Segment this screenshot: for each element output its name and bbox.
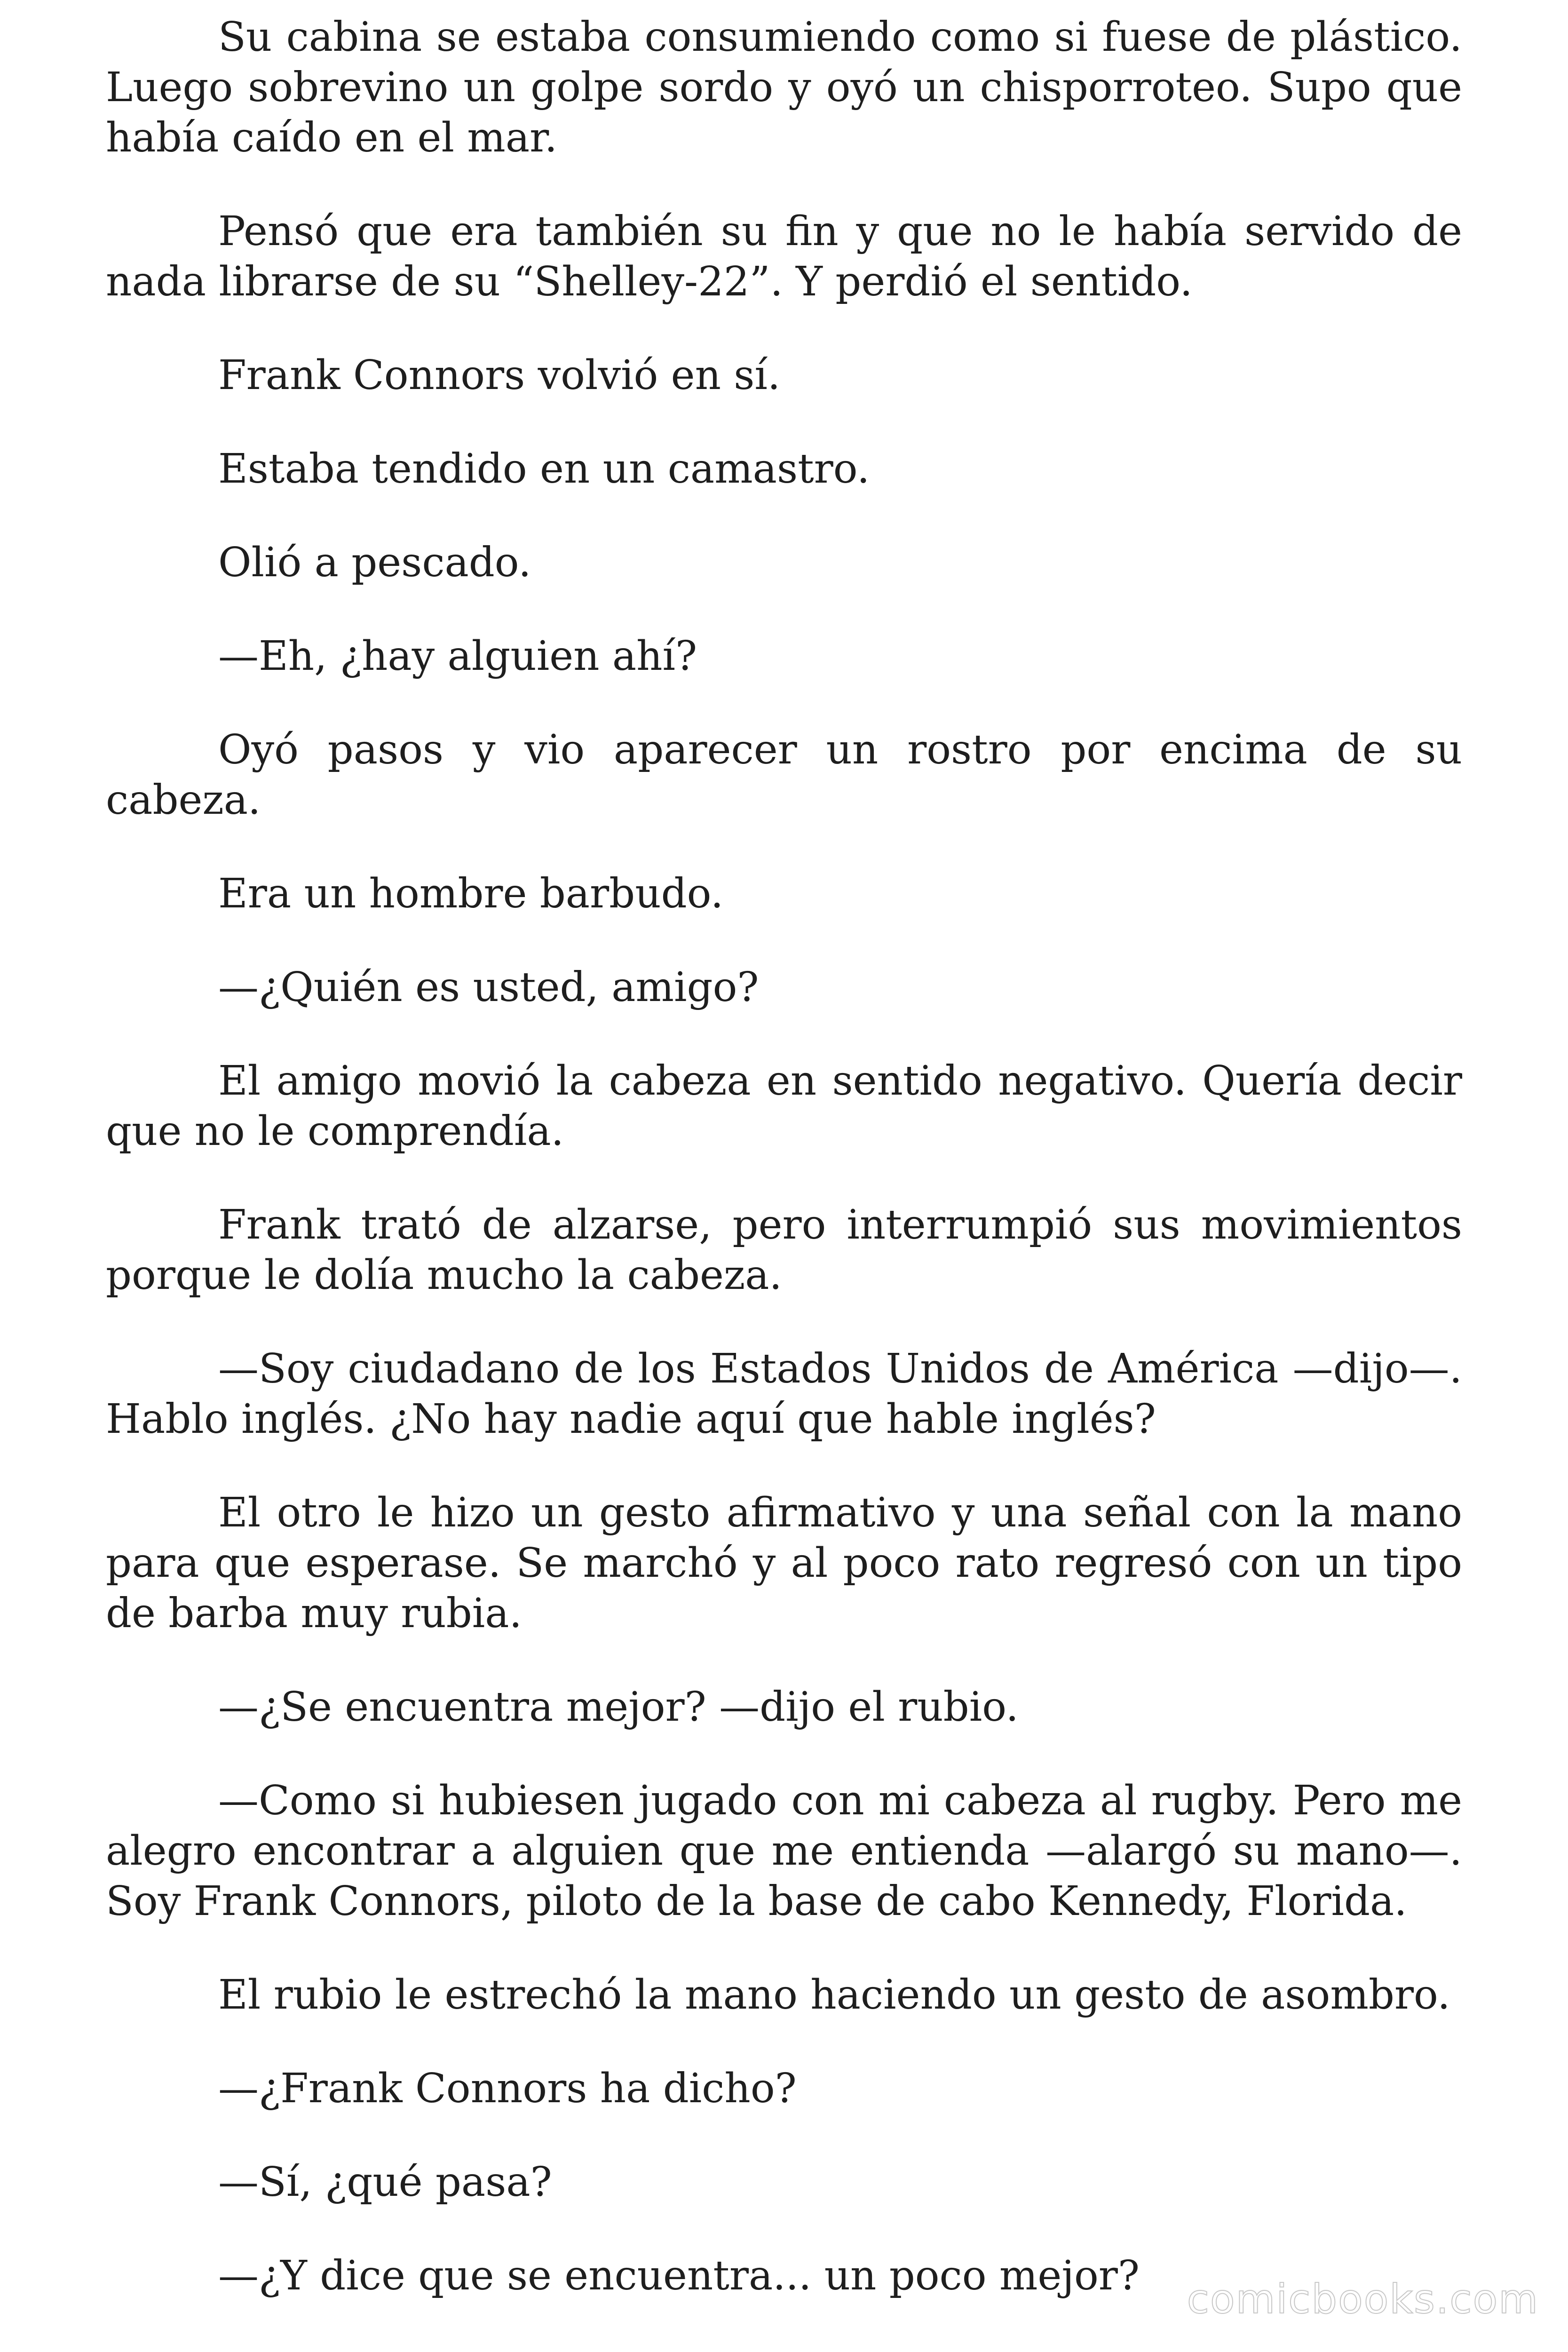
paragraph: Frank trató de alzarse, pero interrumpió sus movimientos porque le dolía mucho la cabeza. — [106, 1201, 1462, 1299]
paragraph: Frank Connors volvió en sí. — [218, 352, 781, 399]
paragraph: Era un hombre barbudo. — [218, 870, 724, 917]
dialogue-line: —Eh, ¿hay alguien ahí? — [218, 633, 697, 680]
paragraph: Olió a pescado. — [218, 539, 531, 586]
paragraph: El rubio le estrechó la mano haciendo un gesto de asombro. — [218, 1971, 1450, 2018]
paragraph: El otro le hizo un gesto afirmativo y una señal con la mano para que esperase. Se marchó y al poco rato regresó con un tipo de barba muy rubia. — [106, 1489, 1462, 1637]
dialogue-line: —¿Se encuentra mejor? —dijo el rubio. — [218, 1684, 1019, 1731]
watermark: comicbooks.com — [1187, 2276, 1539, 2323]
paragraph: El amigo movió la cabeza en sentido negativo. Quería decir que no le comprendía. — [106, 1057, 1462, 1155]
paragraph: Oyó pasos y vio aparecer un rostro por encima de su cabeza. — [106, 726, 1462, 824]
paragraph: Su cabina se estaba consumiendo como si fuese de plástico. Luego sobrevino un golpe sordo y oyó un chisporroteo. Supo que había caído en el mar. — [106, 14, 1462, 161]
page-body — [106, 12, 1462, 2344]
dialogue-line: —Sí, ¿qué pasa? — [218, 2159, 552, 2206]
dialogue-line: —Soy ciudadano de los Estados Unidos de América —dijo—. Hablo inglés. ¿No hay nadie aquí que hable inglés? — [106, 1345, 1462, 1443]
paragraph: Estaba tendido en un camastro. — [218, 445, 870, 493]
paragraph: Pensó que era también su fin y que no le había servido de nada librarse de su “Shelley-22”. Y perdió el sentido. — [106, 208, 1462, 305]
dialogue-line: —¿Y dice que se encuentra... un poco mejor? — [218, 2252, 1140, 2299]
dialogue-line: —Como si hubiesen jugado con mi cabeza al rugby. Pero me alegro encontrar a alguien que me entienda —alargó su mano—. Soy Frank Connors, piloto de la base de cabo Kennedy, Florida. — [106, 1777, 1462, 1925]
dialogue-line: —¿Quién es usted, amigo? — [218, 964, 759, 1011]
dialogue-line: —¿Frank Connors ha dicho? — [218, 2065, 797, 2112]
